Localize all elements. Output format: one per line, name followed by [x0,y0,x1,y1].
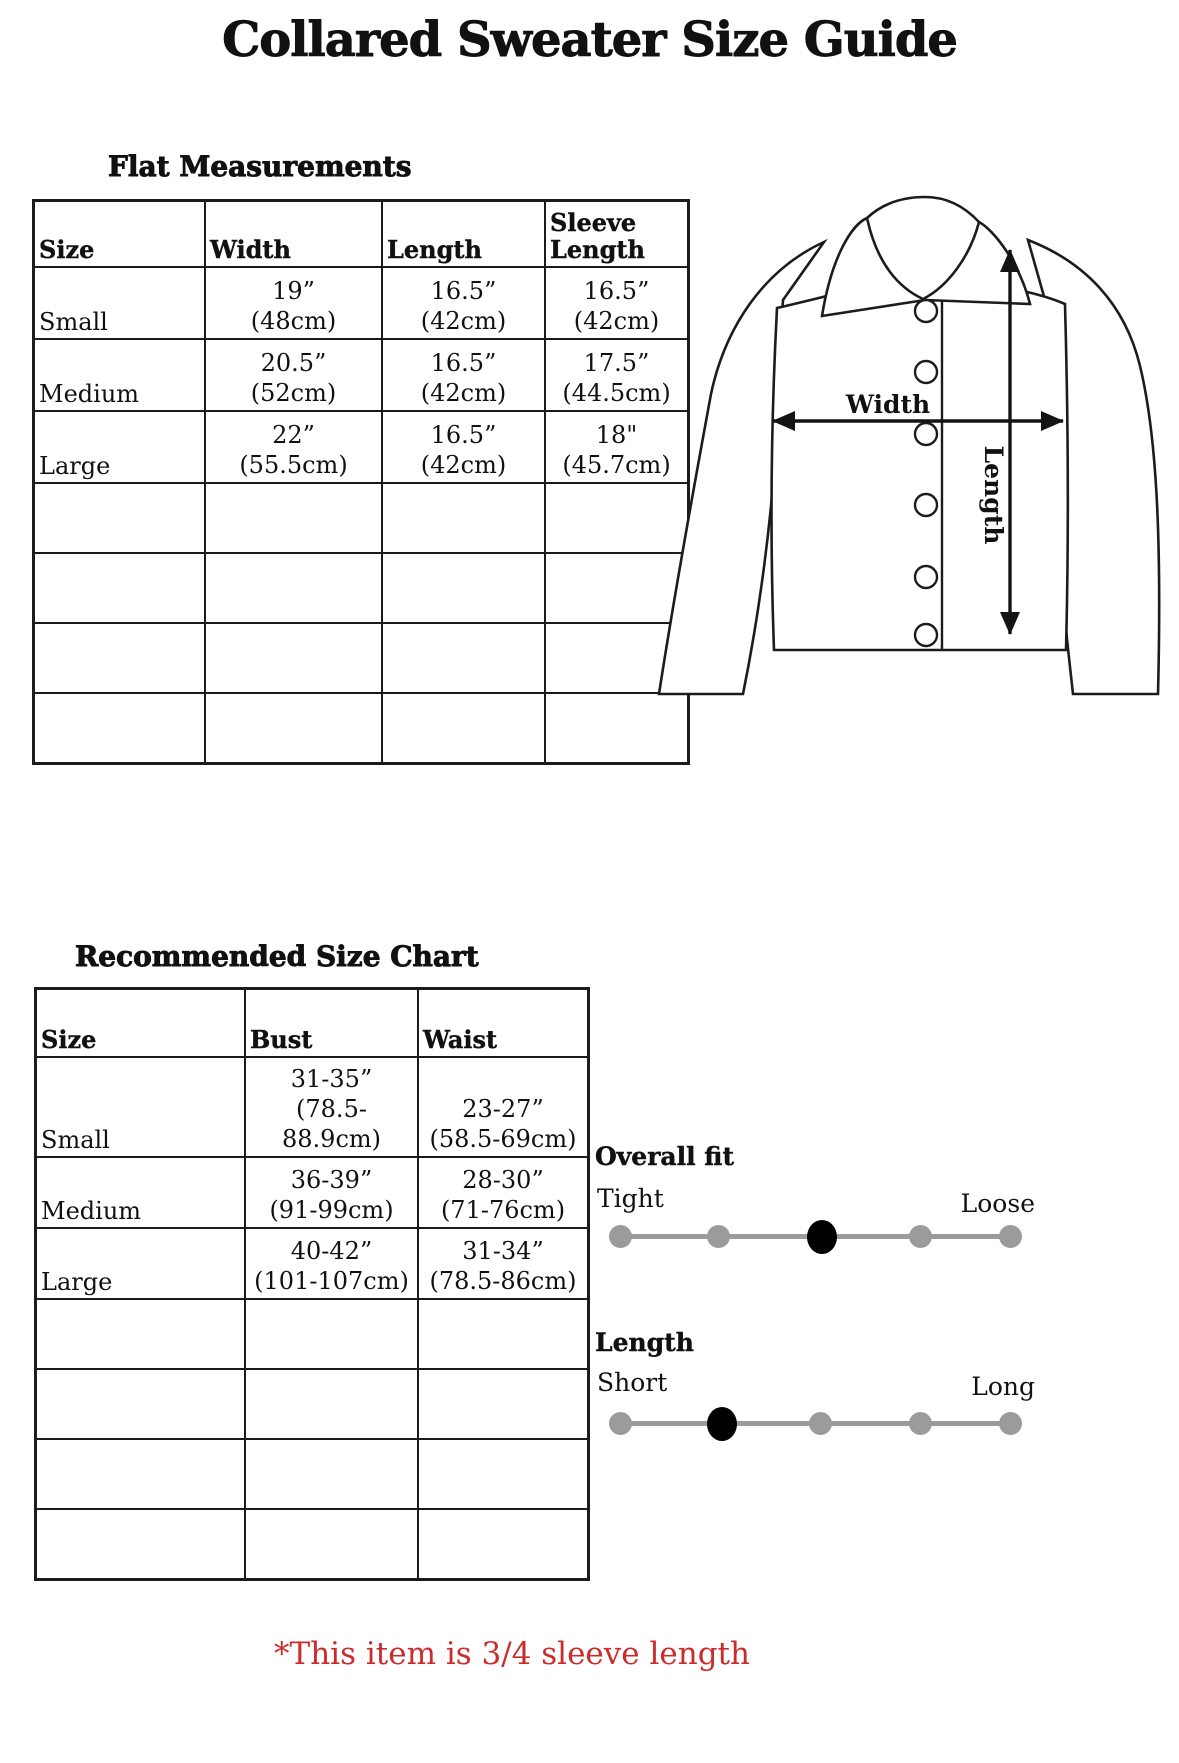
value-in: 22” [272,421,315,449]
slider-dot [707,1225,730,1248]
button [915,566,937,588]
page-title: Collared Sweater Size Guide [222,12,957,68]
value-cm: (78.5-88.9cm) [282,1095,381,1153]
overall-fit-title: Overall fit [595,1142,735,1171]
waist-value [418,1228,588,1299]
empty-cell [382,553,545,623]
size-label: Small [34,267,205,339]
empty-cell [418,1439,588,1509]
empty-cell [245,1369,418,1439]
sleeve-length-note: *This item is 3/4 sleeve length [274,1636,750,1672]
length-value [382,411,545,483]
table-header-row [34,201,688,267]
size-label: Large [34,411,205,483]
slider-dot [999,1412,1022,1435]
button [915,423,937,445]
empty-cell [34,553,205,623]
overall-fit-right-label: Loose [960,1189,1035,1218]
value-in: 20.5” [260,349,327,377]
empty-cell [36,1509,245,1579]
empty-cell [34,483,205,553]
waist-value [418,1057,588,1157]
length-slider-title: Length [595,1328,694,1357]
button [915,624,937,646]
slider-dot-active [707,1407,737,1441]
empty-cell [418,1509,588,1579]
table-row-empty [34,483,688,553]
recommended-size-chart-heading: Recommended Size Chart [75,940,479,973]
size-label: Large [36,1228,245,1299]
value-cm: (55.5cm) [239,451,348,479]
empty-cell [205,693,382,763]
value-cm: (44.5cm) [562,379,671,407]
table-row-empty [36,1369,588,1439]
length-left-label: Short [597,1368,668,1397]
overall-fit-left-label: Tight [597,1184,664,1213]
slider-dot [909,1412,932,1435]
width-arrow-label: Width [845,390,931,419]
empty-cell [418,1299,588,1369]
table-row-empty [34,623,688,693]
column-header-bust: Bust [245,989,418,1057]
bust-value [245,1157,418,1228]
value-in: 16.5” [430,277,497,305]
body-outline [772,280,1068,650]
table-row [34,411,688,483]
sweater-diagram [613,182,1179,710]
size-label: Small [36,1057,245,1157]
button [915,494,937,516]
value-in: 18" [595,421,638,449]
slider-dot [809,1412,832,1435]
empty-cell [418,1369,588,1439]
column-header-size: Size [36,989,245,1057]
recommended-size-chart-table [35,988,589,1580]
value-in: 40-42” [290,1237,373,1265]
table-row-empty [36,1299,588,1369]
table-header-row [36,989,588,1057]
width-value [205,267,382,339]
length-right-label: Long [971,1372,1035,1401]
table-row-empty [36,1439,588,1509]
width-value [205,339,382,411]
bust-value [245,1228,418,1299]
value-cm: (91-99cm) [269,1196,394,1224]
slider-dot [609,1412,632,1435]
empty-cell [382,483,545,553]
table-row [36,1228,588,1299]
width-value [205,411,382,483]
value-in: 31-35” [290,1065,373,1093]
length-slider [620,1421,1010,1426]
value-cm: (48cm) [250,307,337,335]
slider-dot [609,1225,632,1248]
bust-value [245,1057,418,1157]
empty-cell [245,1509,418,1579]
table-row [36,1057,588,1157]
button [915,361,937,383]
overall-fit-slider [620,1234,1010,1239]
value-in: 36-39” [290,1166,373,1194]
size-label: Medium [36,1157,245,1228]
table-row [34,267,688,339]
waist-value [418,1157,588,1228]
value-cm: (42cm) [573,307,660,335]
button [915,300,937,322]
empty-cell [245,1439,418,1509]
empty-cell [36,1299,245,1369]
value-in: 28-30” [462,1166,544,1194]
slider-dot [909,1225,932,1248]
value-cm: (78.5-86cm) [429,1267,577,1295]
value-cm: (42cm) [420,379,507,407]
value-cm: (101-107cm) [254,1267,409,1295]
value-in: 31-34” [462,1237,544,1265]
value-in: 16.5” [583,277,650,305]
value-cm: (52cm) [250,379,337,407]
empty-cell [205,623,382,693]
value-cm: (42cm) [420,451,507,479]
length-value [382,267,545,339]
column-header-length: Length [382,201,545,267]
column-header-size: Size [34,201,205,267]
table-row-empty [34,553,688,623]
empty-cell [34,693,205,763]
empty-cell [36,1439,245,1509]
value-in: 16.5” [430,349,497,377]
empty-cell [382,693,545,763]
table-row-empty [34,693,688,763]
size-label: Medium [34,339,205,411]
table-row [36,1157,588,1228]
length-arrow-label: Length [979,445,1008,545]
empty-cell [382,623,545,693]
value-in: 16.5” [430,421,497,449]
empty-cell [205,483,382,553]
column-header-sleeve-length-text: Sleeve Length [550,207,645,265]
empty-cell [245,1299,418,1369]
empty-cell [34,623,205,693]
value-in: 19” [272,277,315,305]
table-row-empty [36,1509,588,1579]
flat-measurements-table [33,200,689,764]
column-header-width: Width [205,201,382,267]
table-row [34,339,688,411]
empty-cell [36,1369,245,1439]
value-cm: (45.7cm) [562,451,671,479]
flat-measurements-heading: Flat Measurements [108,150,412,183]
value-cm: (58.5-69cm) [429,1125,577,1153]
length-value [382,339,545,411]
value-cm: (42cm) [420,307,507,335]
empty-cell [205,553,382,623]
slider-dot-active [807,1220,837,1254]
value-in: 17.5” [583,349,650,377]
slider-dot [999,1225,1022,1248]
column-header-waist: Waist [418,989,588,1057]
value-in: 23-27” [462,1095,544,1123]
value-cm: (71-76cm) [440,1196,566,1224]
